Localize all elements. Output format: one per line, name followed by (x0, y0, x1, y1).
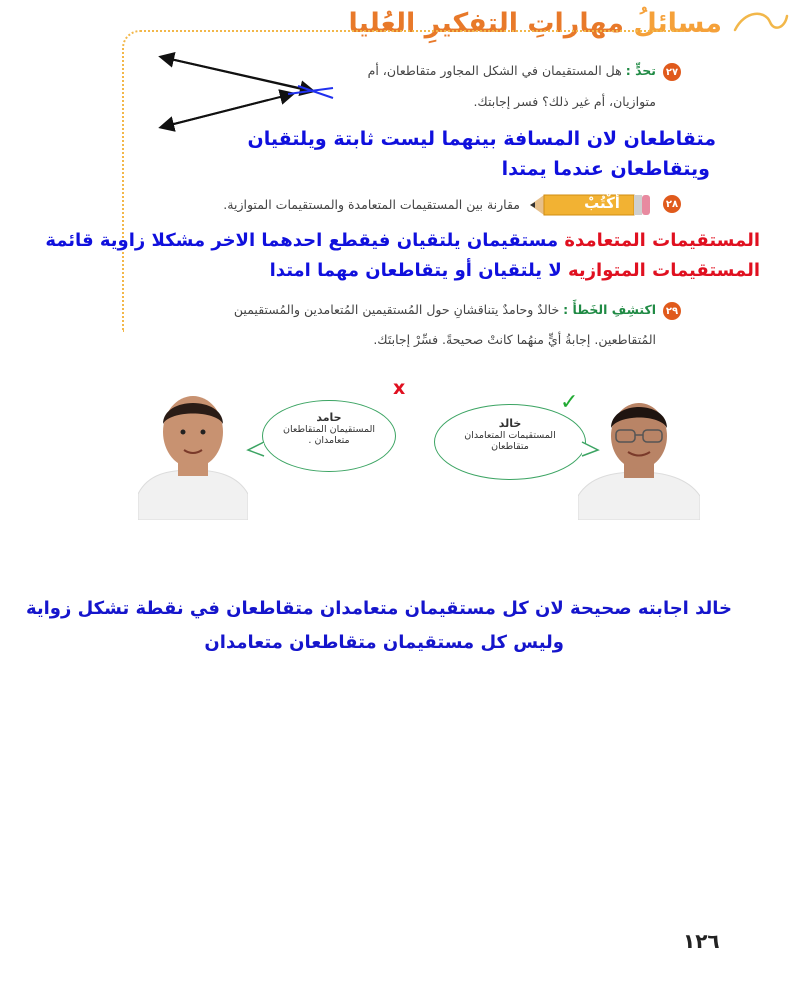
answer-28-line2 (270, 260, 760, 281)
page-number: ١٢٦ (683, 929, 720, 953)
question-number-29: ٢٩ (663, 302, 681, 320)
question-29-line2: المُتقاطعين. إجابةُ أيٍّ منهُما كانتْ صحيحةً. فسِّرْ إجابتَك. (373, 332, 656, 347)
hamed-name: حامد (316, 411, 342, 424)
answer-28-line1 (45, 230, 760, 251)
answer-28-term1: المستقيمات المتعامدة (558, 230, 760, 251)
question-27-text: هل المستقيمان في الشكل المجاور متقاطعان، أم (367, 63, 626, 78)
question-27-line2: متوازيان، أم غير ذلك؟ فسر إجابتك. (473, 94, 656, 109)
answer-28-def1: مستقيمان يلتقيان فيقطع احدهما الاخر مشكلا زاوية قائمة (45, 230, 559, 251)
question-27-keyword: تحدٍّ : (625, 63, 656, 78)
final-answer-line2: وليس كل مستقيمان متقاطعان متعامدان (204, 632, 564, 653)
khaled-line1: المستقيمات المتعامدان (464, 430, 556, 441)
answer-27-line1: متقاطعان لان المسافة بينهما ليست ثابتة ويلتقيان (247, 128, 716, 150)
final-answer-line1: خالد اجابته صحيحة لان كل مستقيمان متعامدان متقاطعان في نقطة تشكل زواية (25, 598, 732, 619)
hamed-avatar (138, 384, 248, 520)
khaled-name: خالد (498, 417, 522, 430)
question-number-27: ٢٧ (663, 63, 681, 81)
question-29-line1 (234, 302, 656, 317)
khaled-speech-bubble (434, 404, 586, 480)
khaled-avatar (578, 392, 700, 520)
intersecting-lines-figure (158, 50, 338, 135)
question-number-28: ٢٨ (663, 195, 681, 213)
question-29-keyword: اكتشِفِ الخَطأَ : (563, 302, 656, 317)
correct-mark: ✓ (560, 390, 579, 415)
question-28-text: مقارنة بين المستقيمات المتعامدة والمستقيمات المتوازية. (223, 197, 520, 212)
wrong-mark: x (393, 377, 406, 399)
question-29-text: خالدٌ وحامدٌ يتناقشانِ حول المُستقيمين المُتعامدين والمُستقيمين (233, 302, 564, 317)
answer-28-term2: المستقيمات المتوازيه (561, 260, 760, 281)
write-tag-label: أُكْتُبْ (584, 194, 620, 212)
hamed-speech-bubble (262, 400, 396, 472)
hamed-line1: المستقيمان المتقاطعان (282, 424, 376, 435)
khaled-line2: متقاطعان (491, 441, 529, 452)
swirl-decoration-icon (730, 8, 790, 38)
answer-28-def2: لا يلتقيان أو يتقاطعان مهما امتدا (269, 260, 562, 281)
hamed-line2: متعامدان . (308, 435, 350, 446)
answer-27-line2: ويتقاطعان عندما يمتدا (501, 158, 710, 180)
hamed-bubble-tail-icon (246, 440, 266, 460)
section-title-part2: مهاراتِ التفكيرِ العُليا (348, 8, 625, 39)
section-title-part1: مسائلُ (624, 8, 722, 39)
question-27-line1 (368, 63, 656, 78)
